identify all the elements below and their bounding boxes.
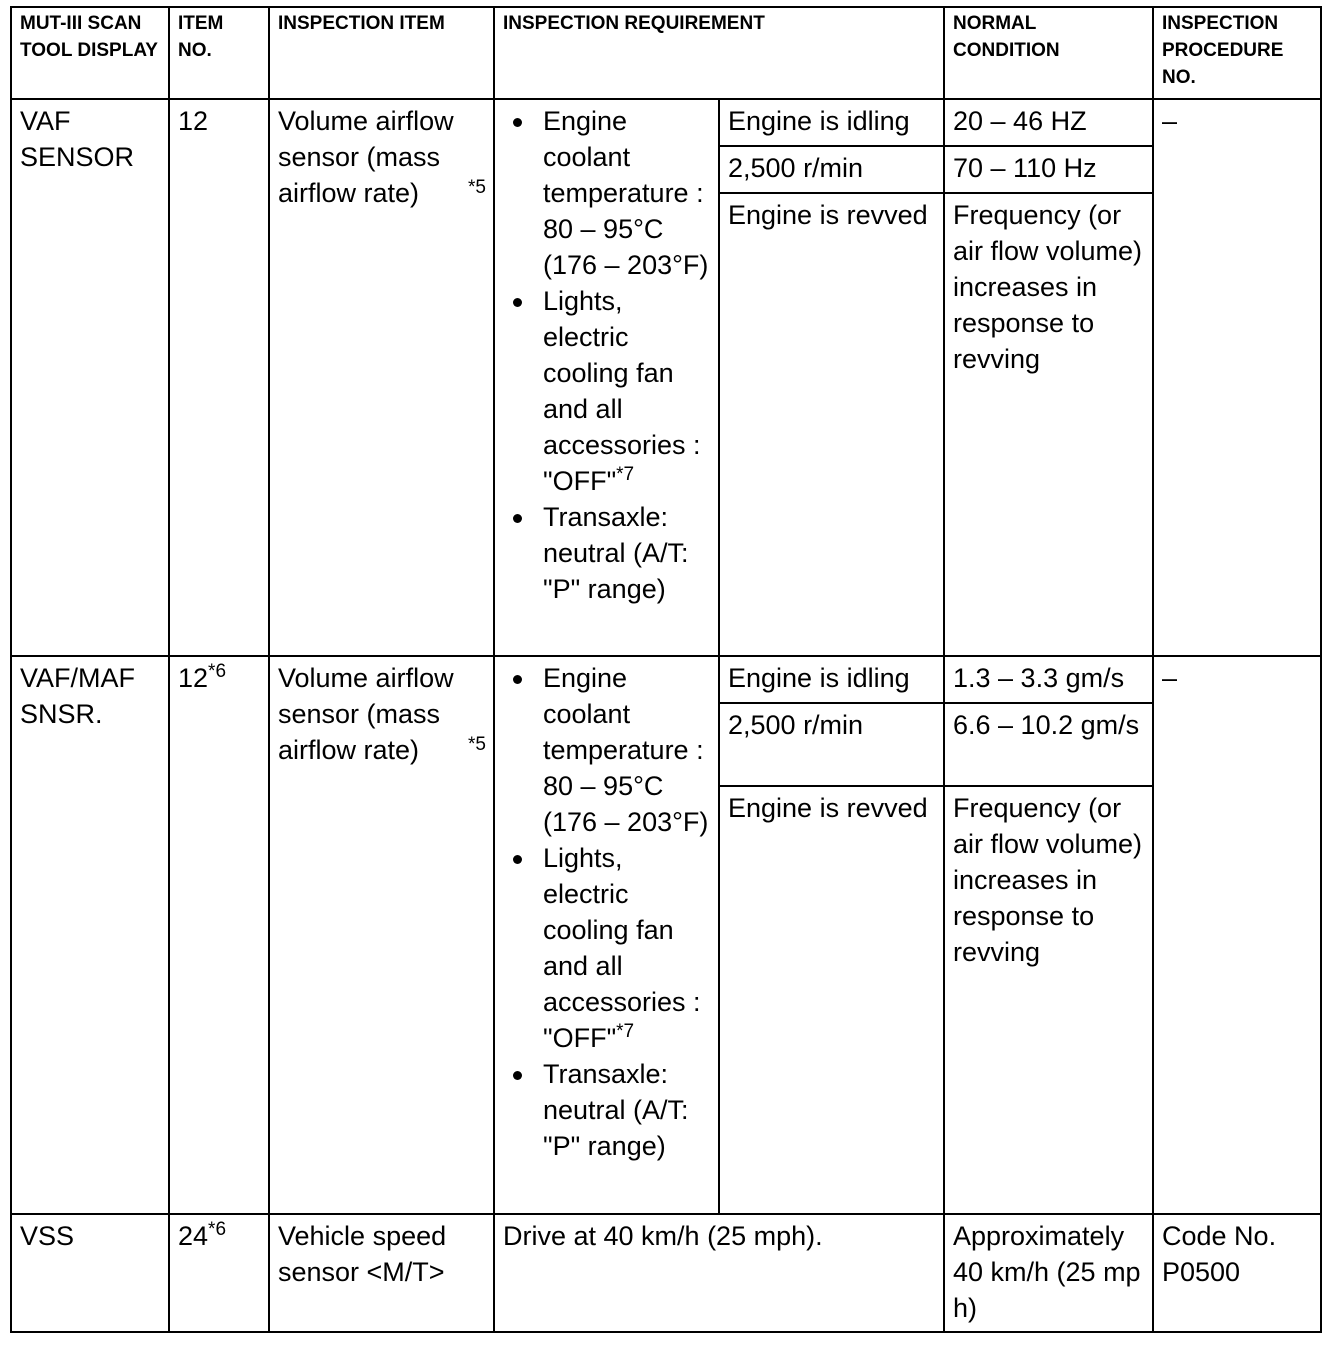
header-inspection-requirement: INSPECTION REQUIREMENT bbox=[494, 7, 944, 99]
procedure-cell: – bbox=[1153, 99, 1321, 656]
requirement-note: *7 bbox=[616, 1021, 635, 1042]
requirement-cell: Drive at 40 km/h (25 mph). bbox=[494, 1214, 944, 1332]
inspection-table bbox=[10, 6, 1322, 1333]
header-row bbox=[11, 7, 1321, 99]
condition-normal: Frequency (or air flow volume) increases in response to revving bbox=[944, 193, 1153, 656]
display-cell: VSS bbox=[11, 1214, 169, 1332]
condition-normal: Frequency (or air flow volume) increases in response to revving bbox=[944, 786, 1153, 1214]
condition-normal: 6.6 – 10.2 gm/s bbox=[944, 703, 1153, 786]
inspection-item-text: Volume airflow sensor (mass airflow rate) bbox=[278, 663, 454, 765]
inspection-item-footnote: *5 bbox=[468, 734, 486, 755]
inspection-item-cell bbox=[269, 656, 494, 1214]
inspection-item-text: Volume airflow sensor (mass airflow rate) bbox=[278, 106, 454, 208]
condition-state: Engine is revved bbox=[719, 193, 944, 656]
item-no: 12 bbox=[178, 663, 209, 693]
condition-state: Engine is idling bbox=[719, 656, 944, 703]
inspection-item-footnote: *5 bbox=[468, 177, 486, 198]
condition-normal: 20 – 46 HZ bbox=[944, 99, 1153, 146]
list-item: Transaxle: neutral (A/T: "P" range) bbox=[503, 1056, 711, 1164]
list-item: Lights, electric cooling fan and all accessories : "OFF"$^{*7}$ bbox=[503, 840, 711, 1056]
list-item: Engine coolant temperature : 80 – 95°C (176 – 203°F) bbox=[503, 660, 711, 840]
header-procedure-no: INSPECTION PROCEDURE NO. bbox=[1153, 7, 1321, 99]
item-no-cell bbox=[169, 656, 269, 1214]
header-inspection-item: INSPECTION ITEM bbox=[269, 7, 494, 99]
requirement-note: *7 bbox=[616, 464, 635, 485]
display-cell: VAF/MAF SNSR. bbox=[11, 656, 169, 1214]
item-no-cell bbox=[169, 1214, 269, 1332]
requirement-list bbox=[503, 103, 711, 607]
item-no-cell bbox=[169, 99, 269, 656]
procedure-cell: Code No. P0500 bbox=[1153, 1214, 1321, 1332]
condition-state: 2,500 r/min bbox=[719, 703, 944, 786]
procedure-cell: – bbox=[1153, 656, 1321, 1214]
item-no-note: *6 bbox=[208, 1219, 227, 1240]
header-item-no: ITEM NO. bbox=[169, 7, 269, 99]
item-no: 12 bbox=[178, 106, 209, 136]
condition-normal: 70 – 110 Hz bbox=[944, 146, 1153, 193]
table-row bbox=[11, 656, 1321, 703]
list-item: Transaxle: neutral (A/T: "P" range) bbox=[503, 499, 711, 607]
item-no-note: *6 bbox=[208, 661, 227, 682]
requirement-list bbox=[503, 660, 711, 1164]
header-normal-condition: NORMAL CONDITION bbox=[944, 7, 1153, 99]
inspection-item-cell: Vehicle speed sensor <M/T> bbox=[269, 1214, 494, 1332]
condition-state: 2,500 r/min bbox=[719, 146, 944, 193]
list-item: Engine coolant temperature : 80 – 95°C (176 – 203°F) bbox=[503, 103, 711, 283]
condition-state: Engine is idling bbox=[719, 99, 944, 146]
requirement-cell bbox=[494, 656, 719, 1214]
condition-normal: 1.3 – 3.3 gm/s bbox=[944, 656, 1153, 703]
table-row bbox=[11, 99, 1321, 146]
display-cell: VAF SENSOR bbox=[11, 99, 169, 656]
condition-state: Engine is revved bbox=[719, 786, 944, 1214]
table-row bbox=[11, 1214, 1321, 1332]
inspection-item-cell bbox=[269, 99, 494, 656]
list-item: Lights, electric cooling fan and all accessories : "OFF"$^{*7}$ bbox=[503, 283, 711, 499]
item-no: 24 bbox=[178, 1221, 209, 1251]
header-display: MUT-III SCAN TOOL DISPLAY bbox=[11, 7, 169, 99]
requirement-cell bbox=[494, 99, 719, 656]
normal-condition-cell: Approximately 40 km/h (25 mph) bbox=[944, 1214, 1153, 1332]
